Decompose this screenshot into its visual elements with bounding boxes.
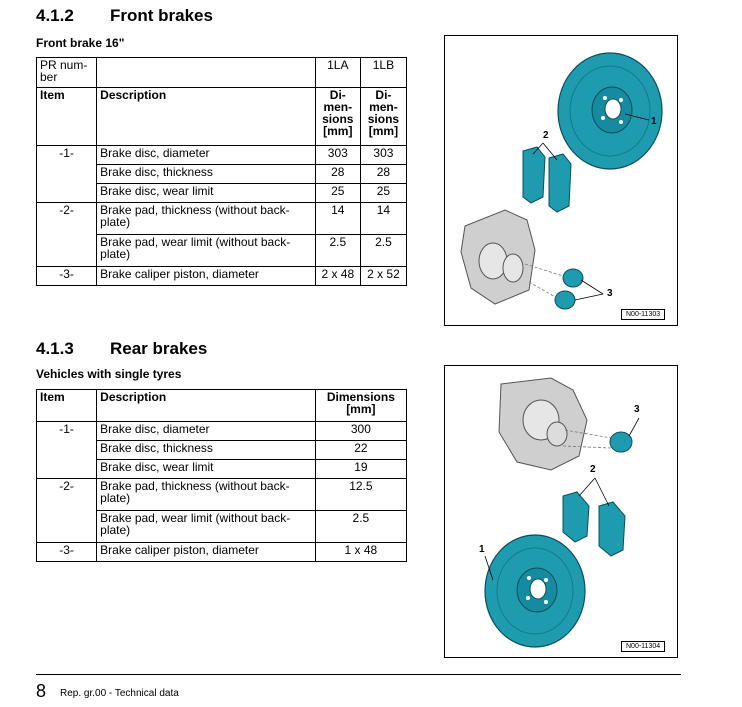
row-value: 2 x 48 — [315, 267, 360, 286]
row-value: 2 x 52 — [360, 267, 406, 286]
table-row — [37, 203, 407, 235]
callout-label: 3 — [634, 404, 640, 415]
brake-pad-icon — [563, 492, 625, 556]
row-description: Brake disc, diameter — [97, 422, 316, 441]
row-description: Brake disc, diameter — [97, 146, 316, 165]
table-row — [37, 267, 407, 286]
figure-id: N00-11304 — [621, 641, 665, 652]
row-description: Brake disc, wear limit — [97, 184, 316, 203]
row-value: 303 — [315, 146, 360, 165]
rear-brake-figure — [444, 365, 678, 658]
callout-label: 2 — [590, 464, 596, 475]
table-row — [37, 422, 407, 441]
item-number: -1- — [37, 422, 97, 479]
row-value: 303 — [360, 146, 406, 165]
brake-caliper-icon — [499, 378, 587, 470]
pr-code: 1LB — [360, 58, 406, 88]
description-header: Description — [97, 88, 316, 146]
footer-divider — [36, 674, 681, 675]
item-header: Item — [37, 88, 97, 146]
row-value: 14 — [360, 203, 406, 235]
row-value: 1 x 48 — [315, 543, 406, 562]
front-brake-table — [36, 57, 407, 286]
description-header: Description — [97, 390, 316, 422]
brake-disc-icon — [558, 53, 662, 169]
table-header-row — [37, 390, 407, 422]
row-value: 28 — [360, 165, 406, 184]
table-row — [37, 479, 407, 511]
dimensions-header: Di- men- sions [mm] — [360, 88, 406, 146]
row-description: Brake pad, wear limit (without back- plate) — [97, 511, 316, 543]
caliper-piston-icon — [610, 432, 632, 452]
table-row — [37, 146, 407, 165]
row-value: 25 — [315, 184, 360, 203]
table-row — [37, 58, 407, 88]
section-number: 4.1.3 — [36, 339, 74, 358]
row-value: 2.5 — [315, 511, 406, 543]
dimensions-header: Dimensions [mm] — [315, 390, 406, 422]
row-value: 25 — [360, 184, 406, 203]
page-number: 8 — [36, 681, 47, 701]
row-value: 14 — [315, 203, 360, 235]
callout-label: 1 — [651, 116, 657, 127]
table-row — [37, 543, 407, 562]
front-brake-illustration — [445, 36, 677, 325]
row-description: Brake caliper piston, diameter — [97, 267, 316, 286]
item-number: -3- — [37, 543, 97, 562]
callout-label: 1 — [479, 544, 485, 555]
row-value: 2.5 — [360, 235, 406, 267]
row-value: 2.5 — [315, 235, 360, 267]
row-description: Brake disc, thickness — [97, 165, 316, 184]
row-value: 22 — [315, 441, 406, 460]
brake-caliper-icon — [461, 210, 535, 304]
item-number: -2- — [37, 479, 97, 543]
row-description: Brake pad, thickness (without back- plate) — [97, 203, 316, 235]
section-subtitle: Front brake 16" — [36, 36, 125, 50]
dimensions-header: Di- men- sions [mm] — [315, 88, 360, 146]
row-description: Brake caliper piston, diameter — [97, 543, 316, 562]
row-value: 28 — [315, 165, 360, 184]
pr-number-label: PR num- ber — [37, 58, 97, 88]
brake-pad-icon — [523, 147, 571, 212]
rear-brake-illustration — [445, 366, 677, 657]
row-value: 19 — [315, 460, 406, 479]
row-value: 300 — [315, 422, 406, 441]
item-number: -1- — [37, 146, 97, 203]
row-description: Brake disc, thickness — [97, 441, 316, 460]
callout-label: 3 — [607, 288, 613, 299]
row-description: Brake pad, wear limit (without back- plate) — [97, 235, 316, 267]
item-header: Item — [37, 390, 97, 422]
section-title: Rear brakes — [110, 339, 208, 358]
footer-text: Rep. gr.00 - Technical data — [60, 688, 179, 699]
row-value: 12.5 — [315, 479, 406, 511]
pr-code: 1LA — [315, 58, 360, 88]
item-number: -2- — [37, 203, 97, 267]
row-description: Brake pad, thickness (without back- plate) — [97, 479, 316, 511]
figure-id: N00-11303 — [621, 309, 665, 320]
brake-disc-icon — [485, 535, 585, 647]
table-header-row — [37, 88, 407, 146]
section-title: Front brakes — [110, 6, 213, 25]
section-subtitle: Vehicles with single tyres — [36, 367, 182, 381]
front-brake-figure — [444, 35, 678, 326]
rear-brake-table — [36, 389, 407, 562]
item-number: -3- — [37, 267, 97, 286]
row-description: Brake disc, wear limit — [97, 460, 316, 479]
section-number: 4.1.2 — [36, 6, 74, 25]
callout-label: 2 — [543, 130, 549, 141]
